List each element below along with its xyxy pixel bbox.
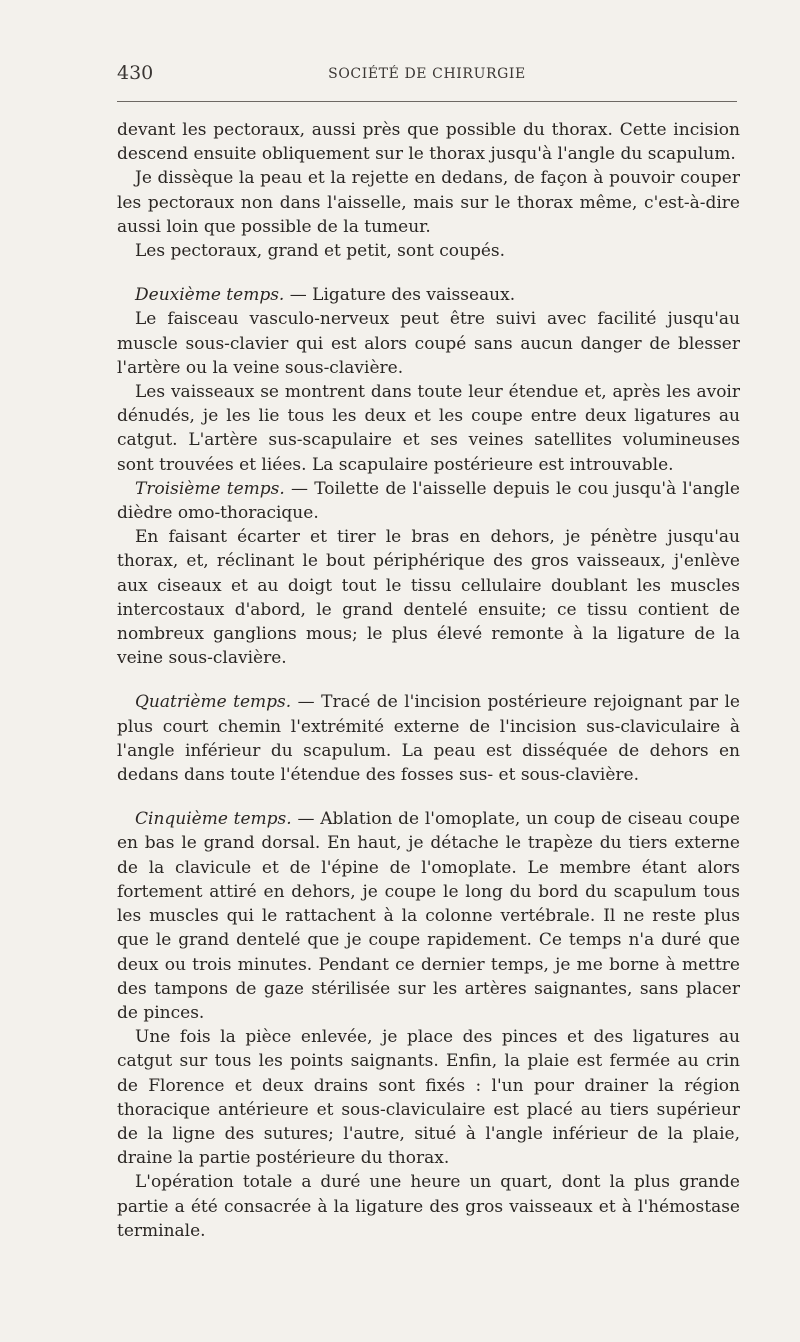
paragraph: devant les pectoraux, aussi près que possible du thorax. Cette incision descend ensuite obliquement sur le thorax jusqu'à l'angle du scapulum.: [117, 120, 740, 165]
running-title: SOCIÉTÉ DE CHIRURGIE: [328, 66, 526, 82]
page-header: [117, 62, 737, 86]
body-text: [117, 118, 740, 1243]
section-paragraph: Quatrième temps. — Tracé de l'incision postérieure rejoignant par le plus court chemin l'extrémité externe de l'incision sus-claviculaire à l'angle inférieur du scapulum. La peau est disséquée de dehors en dedans dans toute l'étendue des fosses sus- et sous-clavière.: [117, 692, 740, 786]
paragraph: Je dissèque la peau et la rejette en dedans, de façon à pouvoir couper les pectoraux non dans l'aisselle, mais sur le thorax même, c'est-à-dire aussi loin que possible de la tumeur.: [117, 168, 740, 237]
section-paragraph: Deuxième temps. — Ligature des vaisseaux.: [135, 285, 516, 306]
paragraph: Les pectoraux, grand et petit, sont coupés.: [135, 241, 506, 262]
header-rule: [117, 101, 737, 102]
section-heading: Deuxième temps.: [135, 285, 285, 306]
paragraph: L'opération totale a duré une heure un quart, dont la plus grande partie a été consacrée à la ligature des gros vaisseaux et à l'hémostase terminale.: [117, 1172, 740, 1241]
section-heading: Cinquième temps.: [135, 809, 292, 830]
page-number: 430: [117, 62, 154, 84]
section-paragraph: Troisième temps. — Toilette de l'aisselle depuis le cou jusqu'à l'angle dièdre omo-thoracique.: [117, 478, 740, 524]
paragraph: Le faisceau vasculo-nerveux peut être suivi avec facilité jusqu'au muscle sous-clavier qui est alors coupé sans aucun danger de blesser l'artère ou la veine sous-clavière.: [117, 309, 740, 378]
paragraph: Les vaisseaux se montrent dans toute leur étendue et, après les avoir dénudés, je les lie tous les deux et les coupe entre deux ligatures au catgut. L'artère sus-scapulaire et ses veines satellites volumineuses sont trouvées et liées. La scapulaire postérieure est introuvable.: [117, 382, 740, 475]
paragraph: En faisant écarter et tirer le bras en dehors, je pénètre jusqu'au thorax, et, réclinant le bout périphérique des gros vaisseaux, j'enlève aux ciseaux et au doigt tout le tissu cellulaire doublant les muscles intercostaux d'abord, le grand dentelé ensuite; ce tissu contient de nombreux ganglions mous; le plus élevé remonte à la ligature de la veine sous-clavière.: [117, 527, 740, 669]
section-heading: Troisième temps.: [135, 478, 285, 499]
section-paragraph: Cinquième temps. — Ablation de l'omoplate, un coup de ciseau coupe en bas le grand dorsal. En haut, je détache le trapèze du tiers externe de la clavicule et de l'épine de l'omoplate. Le membre étant alors fortement attiré en dehors, je coupe le long du bord du scapulum tous les muscles qui le rattachent à la colonne vertébrale. Il ne reste plus que le grand dentelé que je coupe rapidement. Ce temps n'a duré que deux ou trois minutes. Pendant ce dernier temps, je me borne à mettre des tampons de gaze stérilisée sur les artères saignantes, sans placer de pinces.: [117, 809, 740, 1023]
section-heading: Quatrième temps.: [135, 692, 292, 713]
paragraph: Une fois la pièce enlevée, je place des pinces et des ligatures au catgut sur tous les points saignants. Enfin, la plaie est fermée au crin de Florence et deux drains sont fixés : l'un pour drainer la région thoracique antérieure et sous-claviculaire est placé au tiers supérieur de la ligne des sutures; l'autre, situé à l'angle inférieur de la plaie, draine la partie postérieure du thorax.: [117, 1027, 740, 1169]
